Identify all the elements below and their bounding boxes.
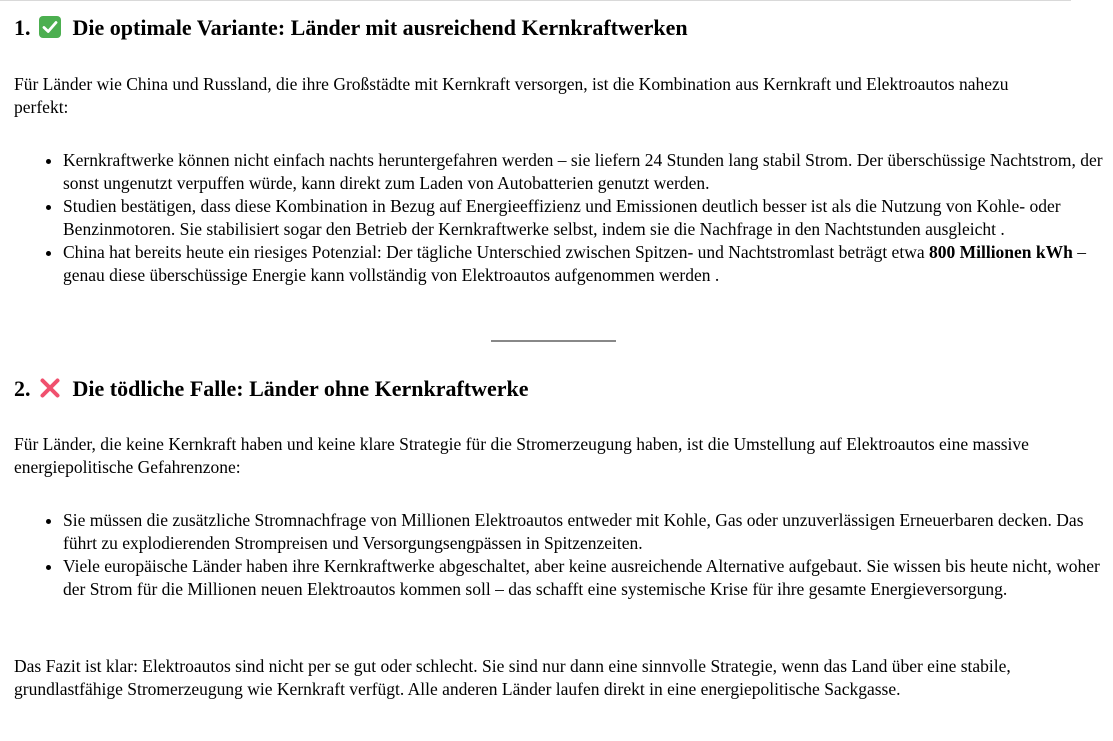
section2-intro: Für Länder, die keine Kernkraft haben und keine klare Strategie für die Stromerzeugung haben, ist die Umstellung auf Elektroautos eine massive energiepolitische Gefahrenzone: [14, 434, 1029, 477]
section1-list [14, 149, 1113, 287]
list-item: • Viele europäische Länder haben ihre Kernkraftwerke abgeschaltet, aber keine ausreichende Alternative aufgebaut. Sie wissen bis heute nicht, woher der Strom für die Millionen neuen Elektroautos kommen soll – das schafft eine systemische Krise für ihre gesamte Energieversorgung. [63, 555, 1113, 601]
top-divider [0, 0, 1071, 1]
check-mark-button-icon [39, 16, 61, 38]
section1-title: Die optimale Variante: Länder mit ausreichend Kernkraftwerken [72, 15, 688, 40]
cross-mark-icon [39, 377, 61, 399]
list-item-text: China hat bereits heute ein riesiges Potenzial: Der tägliche Unterschied zwischen Spitzen- und Nachtstromlast beträgt etwa [63, 242, 929, 262]
conclusion-paragraph: Das Fazit ist klar: Elektroautos sind nicht per se gut oder schlecht. Sie sind nur dann eine sinnvolle Strategie, wenn das Land über eine stabile, grundlastfähige Stromerzeugung wie Kernkraft verfügt. Alle anderen Länder laufen direkt in eine energiepolitische Sackgasse. [14, 656, 1011, 699]
section1-heading [14, 14, 688, 42]
list-item: • Studien bestätigen, dass diese Kombination in Bezug auf Energieeffizienz und Emissionen deutlich besser ist als die Nutzung von Kohle- oder Benzinmotoren. Sie stabilisiert sogar den Betrieb der Kernkraftwerke selbst, indem sie die Nachfrage in den Nachtstunden ausgleicht . [63, 195, 1113, 241]
list-item-text: – genau diese überschüssige Energie kann vollständig von Elektroautos aufgenommen werden . [63, 242, 1087, 285]
section2-title: Die tödliche Falle: Länder ohne Kernkraftwerke [72, 376, 529, 401]
list-item: • Kernkraftwerke können nicht einfach nachts heruntergefahren werden – sie liefern 24 Stunden lang stabil Strom. Der überschüssige Nachtstrom, der sonst ungenutzt verpuffen würde, kann direkt zum Laden von Autobatterien genutzt werden. [63, 149, 1113, 195]
section1-intro: Für Länder wie China und Russland, die ihre Großstädte mit Kernkraft versorgen, ist die Kombination aus Kernkraft und Elektroautos nahezu perfekt: [14, 74, 1009, 117]
section-divider [491, 340, 616, 342]
highlight-value: 800 Millionen kWh [928, 242, 1073, 262]
list-item: • Sie müssen die zusätzliche Stromnachfrage von Millionen Elektroautos entweder mit Kohle, Gas oder unzuverlässigen Erneuerbaren decken. Das führt zu explodierenden Strompreisen und Versorgungsengpässen in Spitzenzeiten. [63, 509, 1113, 555]
section2-number: 2. [14, 376, 31, 401]
section2-list [14, 509, 1113, 601]
section1-number: 1. [14, 15, 31, 40]
section2-heading [14, 375, 529, 403]
list-item [63, 241, 1113, 287]
